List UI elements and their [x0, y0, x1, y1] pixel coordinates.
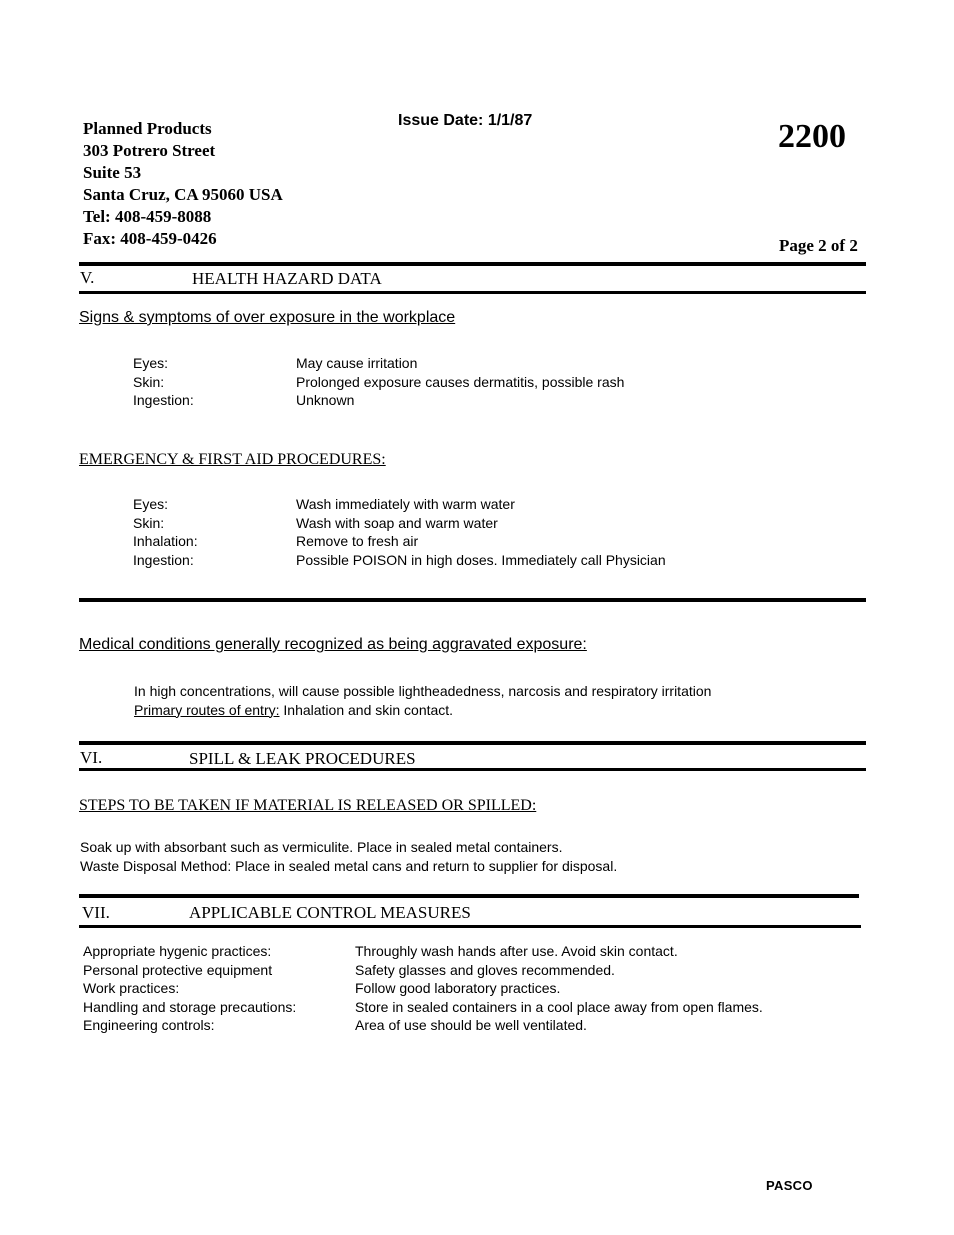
- item-label: Skin:: [133, 373, 165, 390]
- list-item: [83, 961, 763, 980]
- list-item: [133, 354, 624, 373]
- page-number: Page 2 of 2: [779, 236, 858, 255]
- routes-label: Primary routes of entry:: [134, 701, 280, 718]
- company-suite: Suite 53: [83, 163, 142, 182]
- section-6-top-rule: [79, 741, 866, 745]
- signs-list: [133, 354, 624, 410]
- item-label: Appropriate hygenic practices:: [83, 943, 272, 959]
- list-item: [133, 373, 624, 392]
- section-7-title: APPLICABLE CONTROL MEASURES: [189, 903, 471, 922]
- item-label: Eyes:: [133, 355, 169, 371]
- item-label: Eyes:: [133, 496, 169, 512]
- medical-heading: Medical conditions generally recognized as being aggravated exposure:: [79, 636, 587, 653]
- footer-brand: PASCO: [766, 1178, 813, 1193]
- item-value: Wash immediately with warm water: [296, 496, 515, 512]
- item-value: Throughly wash hands after use. Avoid skin contact.: [355, 943, 678, 959]
- section-5-bottom-rule: [79, 291, 866, 294]
- item-label: Ingestion:: [133, 551, 194, 568]
- item-label: Personal protective equipment: [83, 961, 273, 978]
- spill-line-1: Soak up with absorbant such as vermiculite. Place in sealed metal containers.: [80, 839, 563, 855]
- list-item: [133, 551, 666, 570]
- list-item: [83, 979, 763, 998]
- item-value: Area of use should be well ventilated.: [355, 1017, 587, 1033]
- item-value: Store in sealed containers in a cool place away from open flames.: [355, 998, 763, 1015]
- list-item: [133, 532, 666, 551]
- first-aid-heading: EMERGENCY & FIRST AID PROCEDURES:: [79, 451, 386, 468]
- section-5-top-rule: [79, 262, 866, 266]
- item-value: Remove to fresh air: [296, 533, 419, 549]
- signs-heading: Signs & symptoms of over exposure in the workplace: [79, 309, 456, 326]
- item-label: Work practices:: [83, 980, 180, 996]
- company-street: 303 Potrero Street: [83, 141, 216, 160]
- item-value: Possible POISON in high doses. Immediately call Physician: [296, 551, 666, 568]
- section-5-number: V.: [80, 268, 95, 287]
- section-7-number: VII.: [82, 903, 110, 922]
- section-6-title: SPILL & LEAK PROCEDURES: [189, 749, 416, 768]
- spill-text: [80, 838, 617, 875]
- document-number: 2200: [778, 118, 846, 155]
- company-fax: Fax: 408-459-0426: [83, 229, 217, 248]
- section-6-bottom-rule: [79, 768, 866, 771]
- company-tel: Tel: 408-459-8088: [83, 207, 212, 226]
- item-label: Inhalation:: [133, 533, 198, 549]
- item-value: Prolonged exposure causes dermatitis, possible rash: [296, 373, 625, 390]
- first-aid-list: [133, 495, 666, 569]
- item-label: Ingestion:: [133, 392, 194, 408]
- list-item: [83, 998, 763, 1017]
- list-item: [133, 391, 624, 410]
- item-value: Unknown: [296, 392, 355, 408]
- item-value: Safety glasses and gloves recommended.: [355, 961, 615, 978]
- list-item: [133, 514, 666, 533]
- section-5-title: HEALTH HAZARD DATA: [192, 269, 382, 288]
- routes-of-entry: [134, 701, 711, 720]
- steps-heading: STEPS TO BE TAKEN IF MATERIAL IS RELEASED OR SPILLED:: [79, 797, 537, 814]
- list-item: [83, 942, 763, 961]
- company-address-block: [83, 118, 283, 250]
- list-item: [133, 495, 666, 514]
- medical-block: [134, 682, 711, 719]
- company-name: Planned Products: [83, 119, 212, 138]
- section-7-bottom-rule: [79, 925, 861, 928]
- item-value: May cause irritation: [296, 355, 418, 371]
- item-value: Follow good laboratory practices.: [355, 980, 561, 996]
- routes-value: Inhalation and skin contact.: [279, 701, 454, 718]
- item-label: Handling and storage precautions:: [83, 998, 297, 1015]
- control-measures-list: [83, 942, 763, 1035]
- spill-line-2: Waste Disposal Method: Place in sealed metal cans and return to supplier for disposal.: [80, 857, 618, 874]
- item-label: Skin:: [133, 514, 165, 531]
- issue-date: Issue Date: 1/1/87: [398, 112, 533, 129]
- section-7-top-rule: [79, 894, 859, 898]
- item-value: Wash with soap and warm water: [296, 514, 498, 531]
- medical-text: In high concentrations, will cause possible lightheadedness, narcosis and respiratory irritation: [134, 683, 712, 699]
- company-city: Santa Cruz, CA 95060 USA: [83, 185, 283, 204]
- list-item: [83, 1016, 763, 1035]
- first-aid-bottom-rule: [79, 598, 866, 602]
- section-6-number: VI.: [80, 748, 103, 767]
- item-label: Engineering controls:: [83, 1017, 215, 1033]
